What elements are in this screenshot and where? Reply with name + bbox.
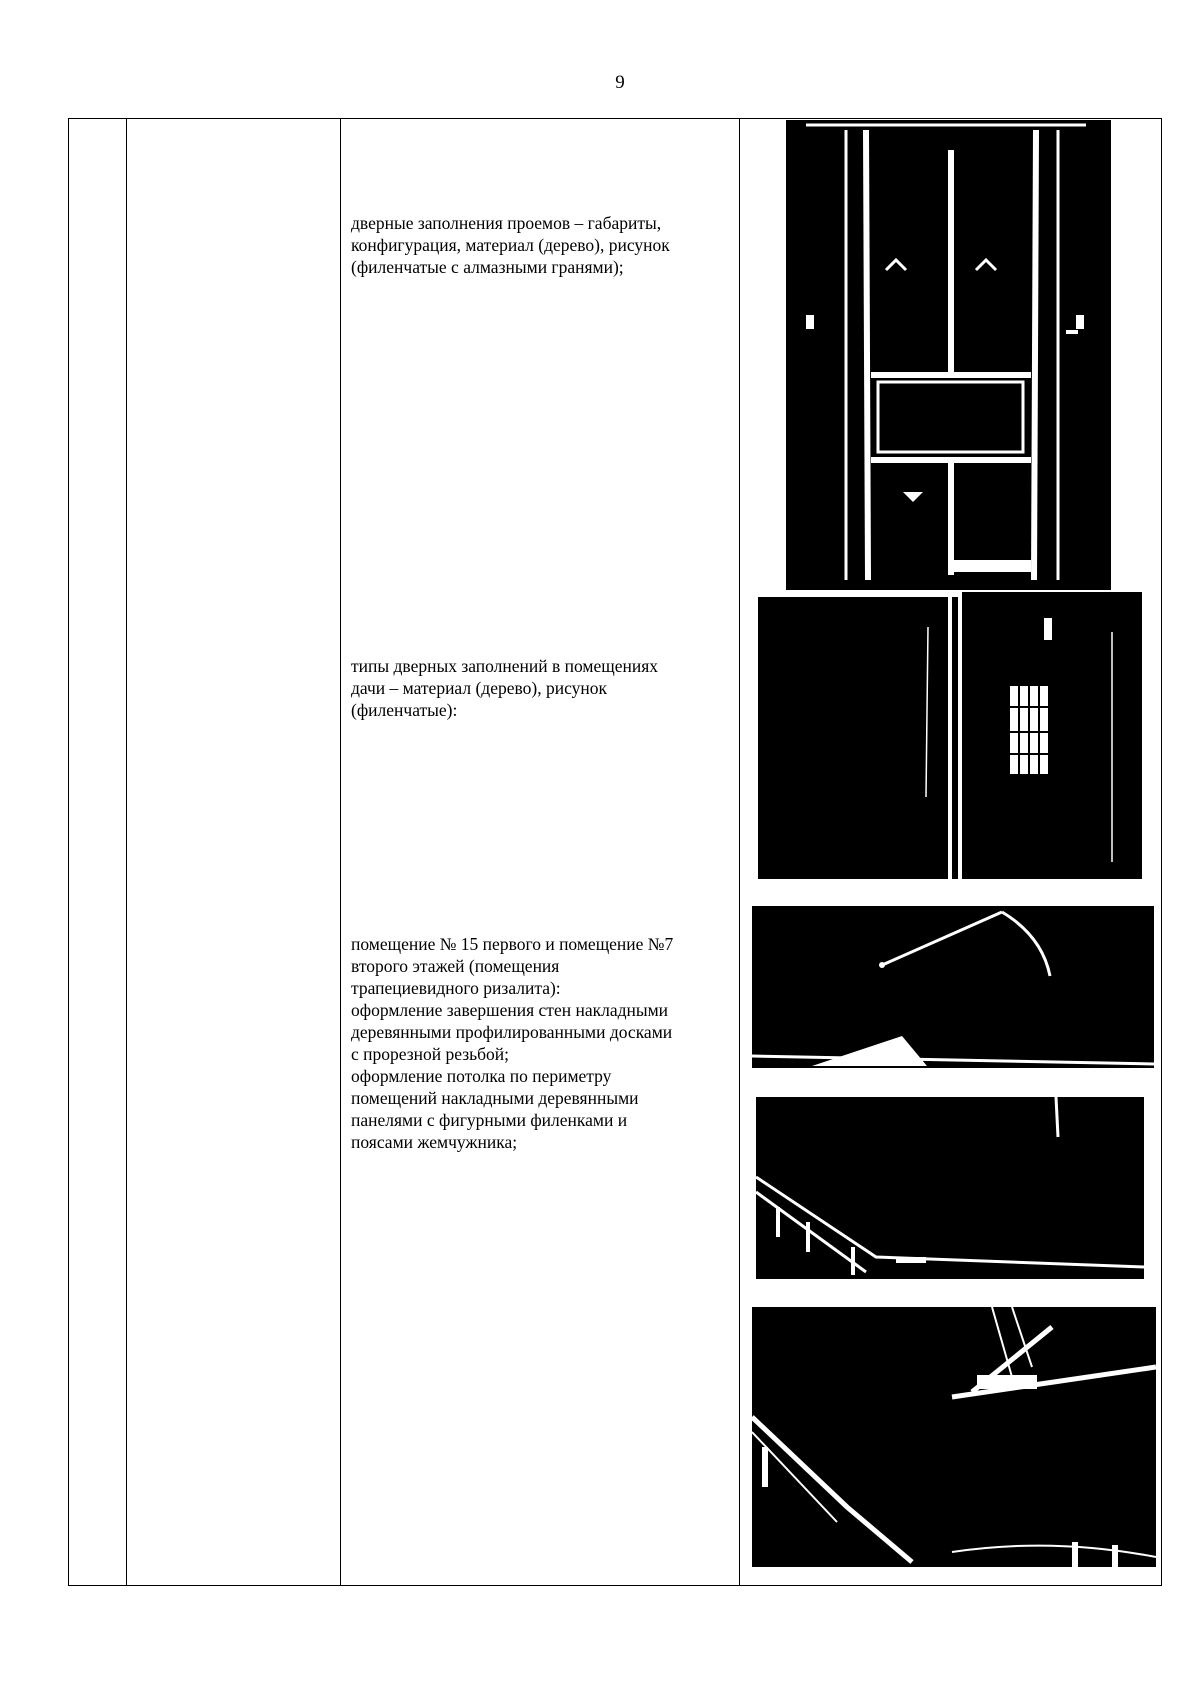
interior-door-photo-left [758, 597, 958, 879]
entrance-door-photo [786, 120, 1111, 590]
column-divider-2 [340, 119, 341, 1585]
page-number: 9 [615, 72, 625, 93]
ceiling-photo-1 [752, 906, 1154, 1068]
column-divider-1 [126, 119, 127, 1585]
row-2-description: типы дверных заполнений в помещениях дачи – материал (дерево), рисунок (филенчатые): [351, 656, 659, 720]
row-1-description: дверные заполнения проемов – габариты, конфигурация, материал (дерево), рисунок (филенчатые с алмазными гранями); [351, 213, 670, 277]
interior-door-photo-right [962, 592, 1142, 879]
ceiling-photo-3 [752, 1307, 1156, 1567]
column-divider-3 [739, 119, 740, 1585]
row-3-description: помещение № 15 первого и помещение №7 второго этажей (помещения трапециевидного ризалита): оформление завершения стен накладными деревянными профилированными досками с прорезной резьбой; оформление потолка по периметру помещений накладными деревянными панелями с фигурными филенками и поясами жемчужника; [351, 934, 674, 1152]
ceiling-photo-2 [756, 1097, 1144, 1279]
